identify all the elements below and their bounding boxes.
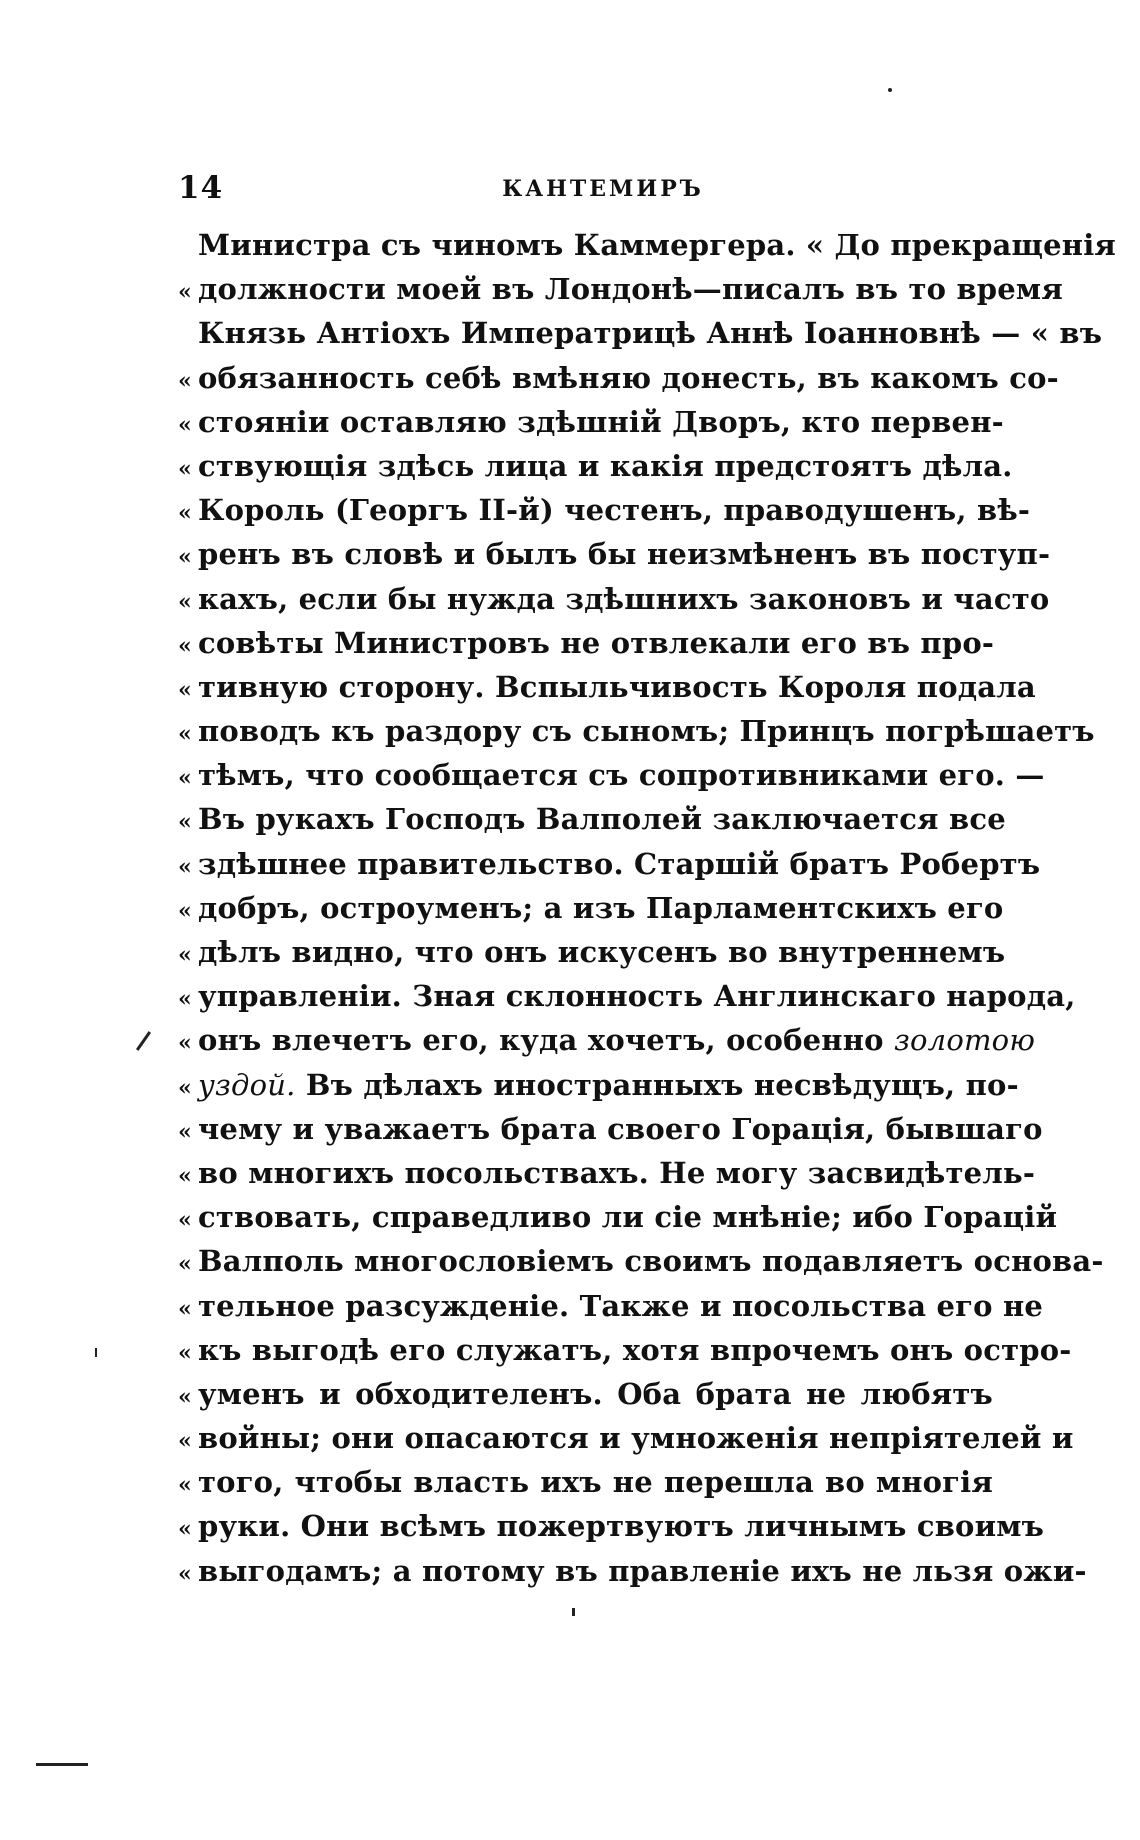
quote-mark: « — [178, 500, 192, 527]
quote-mark: « — [178, 986, 192, 1013]
italic-text: золотою — [893, 1023, 1036, 1058]
text-run: управленіи. Зная склонность Англинскаго народа, — [198, 979, 1076, 1014]
quote-mark: « — [178, 1516, 192, 1543]
text-line — [178, 581, 1050, 626]
text-run: войны; они опасаются и умноженія непріятелей и — [198, 1421, 1074, 1456]
text-run: къ выгодѣ его служатъ, хотя впрочемъ онъ остро- — [198, 1332, 1072, 1367]
text-run: совѣты Министровъ не отвлекали его въ про- — [198, 625, 995, 660]
quote-mark: « — [178, 809, 192, 836]
line-text — [198, 758, 1045, 792]
text-run: стояніи оставляю здѣшній Дворъ, кто первен- — [198, 404, 1004, 439]
running-head: КАНТЕМИРЪ — [502, 176, 704, 202]
line-text — [198, 802, 1006, 836]
quote-mark: « — [178, 1560, 192, 1587]
text-run: Въ дѣлахъ иностранныхъ несвѣдущъ, по- — [295, 1067, 1019, 1102]
text-run: во многихъ посольствахъ. Не могу засвидѣтель- — [198, 1155, 1036, 1190]
text-run: добръ, остроуменъ; а изъ Парламентскихъ его — [198, 890, 1004, 925]
line-text — [198, 1068, 1019, 1102]
text-line — [178, 846, 1041, 891]
text-line — [178, 1067, 1019, 1112]
line-text — [198, 847, 1040, 881]
quote-mark: « — [178, 1030, 192, 1057]
quote-mark: « — [178, 1074, 192, 1101]
text-run: тивную сторону. Вспыльчивость Короля подала — [198, 669, 1036, 704]
text-line — [178, 1200, 1058, 1244]
text-run: Князь Антіохъ Императрицѣ Аннѣ Іоанновнѣ — « въ — [198, 316, 1103, 351]
line-text — [198, 1333, 1072, 1367]
text-line — [178, 272, 1063, 316]
text-line — [178, 935, 1006, 979]
quote-mark: « — [178, 632, 192, 659]
body-text — [178, 228, 1117, 1598]
text-run: ствующія здѣсь лица и какія предстоятъ дѣла. — [198, 448, 1013, 483]
text-line — [178, 1377, 993, 1421]
text-line — [178, 979, 1076, 1023]
text-line — [178, 1465, 993, 1509]
line-text — [198, 537, 1050, 571]
text-line — [178, 1244, 1104, 1288]
quote-mark: « — [178, 765, 192, 792]
left-edge-dash-mark — [36, 1763, 88, 1766]
quote-mark: « — [178, 455, 192, 482]
line-text — [198, 449, 1013, 483]
quote-mark: « — [178, 1383, 192, 1410]
quote-mark: « — [178, 544, 192, 571]
line-text — [198, 935, 1005, 969]
text-run: обязанность себѣ вмѣняю донесть, въ какомъ со- — [198, 360, 1059, 395]
text-line — [178, 1421, 1074, 1465]
text-line — [178, 669, 1036, 714]
quote-mark: « — [178, 897, 192, 924]
text-run: Валполь многословіемъ своимъ подавляетъ основа- — [198, 1244, 1104, 1279]
quote-mark: « — [178, 1251, 192, 1278]
text-run: чему и уважаетъ брата своего Горація, бывшаго — [198, 1111, 1043, 1146]
line-text — [198, 1156, 1035, 1190]
text-line — [178, 890, 1004, 935]
text-run: Въ рукахъ Господъ Валполей заключается все — [198, 802, 1006, 837]
text-line — [178, 1155, 1036, 1200]
quote-mark: « — [178, 1428, 192, 1455]
italic-text: уздой. — [198, 1067, 296, 1102]
line-text — [198, 316, 1102, 350]
text-run: ствовать, справедливо ли сіе мнѣніе; ибо Горацій — [198, 1200, 1058, 1235]
line-text — [198, 582, 1049, 616]
page-header — [178, 170, 993, 210]
text-line — [178, 1332, 1072, 1377]
quote-mark: « — [178, 1339, 192, 1366]
text-line — [178, 1509, 1045, 1553]
line-text — [198, 1421, 1074, 1455]
quote-mark: « — [178, 721, 192, 748]
text-run: кахъ, если бы нужда здѣшнихъ законовъ и часто — [198, 581, 1050, 616]
line-text — [198, 1465, 993, 1499]
text-run: руки. Они всѣмъ пожертвуютъ личнымъ своимъ — [198, 1509, 1045, 1544]
bottom-dot-mark — [572, 1608, 575, 1616]
quote-mark: « — [178, 1295, 192, 1322]
text-run: онъ влечетъ его, куда хочетъ, особенно — [198, 1023, 894, 1058]
quote-mark: « — [178, 942, 192, 968]
text-run: Король (Георгъ II-й) честенъ, праводушенъ, вѣ- — [198, 493, 1031, 528]
text-line — [178, 493, 1031, 537]
text-line — [178, 1111, 1043, 1156]
text-line — [178, 404, 1004, 449]
line-text — [198, 1554, 1087, 1588]
page-number: 14 — [178, 170, 224, 206]
line-text — [198, 626, 994, 660]
line-text — [198, 1112, 1043, 1146]
quote-mark: « — [178, 367, 192, 394]
text-run: Министра съ чиномъ Каммергера. « До прекращенія — [198, 228, 1117, 262]
text-line — [178, 360, 1059, 405]
margin-pencil-mark — [136, 1031, 151, 1051]
text-line — [178, 714, 1095, 758]
text-run: поводъ къ раздору съ сыномъ; Принцъ погрѣшаетъ — [198, 714, 1095, 749]
text-run: здѣшнее правительство. Старшій братъ Робертъ — [198, 846, 1041, 881]
line-text — [198, 1377, 993, 1411]
line-text — [198, 714, 1095, 748]
line-text — [198, 405, 1004, 439]
quote-mark: « — [178, 411, 192, 438]
text-run: того, чтобы власть ихъ не перешла во многія — [198, 1465, 993, 1500]
line-text — [198, 361, 1059, 395]
line-text — [198, 1509, 1044, 1543]
text-line — [178, 1288, 1044, 1333]
line-text — [198, 1289, 1043, 1323]
quote-mark: « — [178, 1118, 192, 1145]
text-run: тѣмъ, что сообщается съ сопротивниками его. — — [198, 758, 1045, 793]
line-text — [198, 670, 1036, 704]
text-run: уменъ и обходителенъ. Оба брата не любятъ — [198, 1376, 993, 1411]
quote-mark: « — [178, 853, 192, 880]
text-line — [178, 1553, 1087, 1598]
line-text — [198, 272, 1063, 306]
top-dot-mark — [888, 88, 892, 92]
quote-mark: « — [178, 676, 192, 703]
line-text — [198, 891, 1003, 925]
text-run: ренъ въ словѣ и былъ бы неизмѣненъ въ поступ- — [198, 537, 1051, 572]
margin-dot-mark — [95, 1348, 97, 1357]
text-run: должности моей въ Лондонѣ—писалъ въ то время — [198, 272, 1063, 307]
text-line — [178, 1023, 1036, 1067]
line-text — [198, 493, 1030, 527]
text-line — [178, 316, 1103, 360]
text-line — [178, 626, 993, 670]
quote-mark: « — [178, 1162, 192, 1189]
text-line — [178, 802, 1006, 846]
quote-mark: « — [178, 1207, 192, 1234]
text-line — [178, 758, 1045, 802]
text-run: дѣлъ видно, что онъ искусенъ во внутреннемъ — [198, 935, 1006, 969]
text-line — [178, 537, 1051, 581]
line-text — [198, 1244, 1104, 1278]
line-text — [198, 1023, 1035, 1057]
line-text — [198, 1200, 1057, 1234]
line-text — [198, 228, 1116, 262]
line-text — [198, 979, 1076, 1013]
text-line — [178, 448, 1013, 493]
text-run: тельное разсужденіе. Также и посольства его не — [198, 1288, 1044, 1323]
text-run: выгодамъ; а потому въ правленіе ихъ не льзя ожи- — [198, 1553, 1087, 1588]
quote-mark: « — [178, 279, 192, 306]
quote-mark: « — [178, 588, 192, 615]
text-line — [178, 228, 1117, 272]
quote-mark: « — [178, 1472, 192, 1499]
